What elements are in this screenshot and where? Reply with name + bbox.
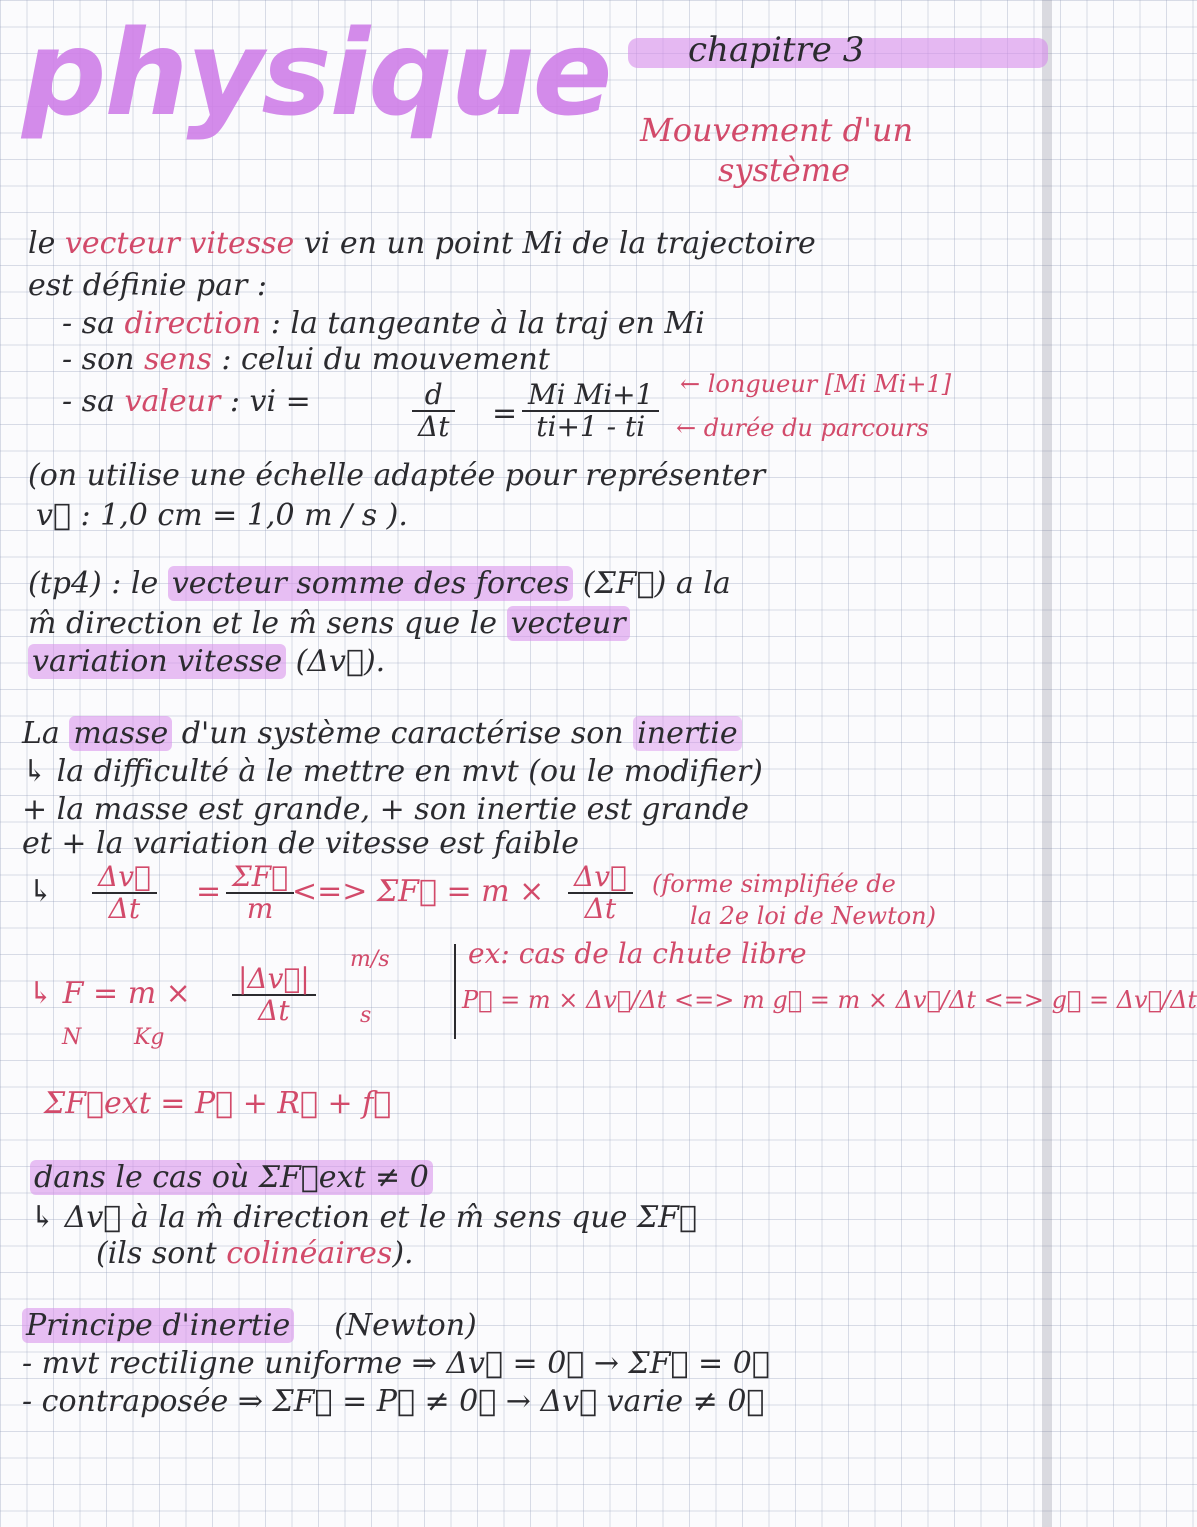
inertia-title: Principe d'inertie (Newton)	[22, 1308, 477, 1344]
note-duree: ← durée du parcours	[676, 414, 929, 442]
inertia-line-1: - mvt rectiligne uniforme ⇒ Δv⃗ = 0⃗ → ΣF⃗ = 0⃗	[22, 1346, 770, 1381]
mass-line-2: ↳ la difficulté à le mettre en mvt (ou le modifier)	[22, 754, 763, 789]
tp4-line-3: variation vitesse (Δv⃗).	[28, 644, 385, 680]
sum-external-forces: ΣF⃗ext = P⃗ + R⃗ + f⃗	[44, 1086, 392, 1121]
velocity-fraction-2: $\frac{\text{Mi Mi+1}}{ti+1 - ti}$	[522, 380, 659, 442]
inertia-line-2: - contraposée ⇒ ΣF⃗ = P⃗ ≠ 0⃗ → Δv⃗ varie ≠ 0⃗	[22, 1384, 765, 1419]
page-edge-shadow	[1042, 0, 1052, 1527]
force-frac: $\frac{|\Delta v⃗|}{\Delta t}$	[232, 964, 316, 1026]
mass-line-3: + la masse est grande, + son inertie est grande	[22, 792, 750, 827]
newton-eq: =	[196, 874, 222, 909]
case-line-2: ↳ Δv⃗ à la m̂ direction et le m̂ sens que ΣF⃗	[30, 1200, 697, 1235]
newton-frac-f-m: $\frac{\Sigma F⃗}{m}$	[226, 862, 294, 924]
velocity-direction: - sa direction : la tangeante à la traj en Mi	[62, 306, 705, 341]
velocity-equals: =	[492, 396, 518, 431]
unit-s: s	[360, 1003, 372, 1028]
newton-frac-dv-dt: $\frac{\Delta v⃗}{\Delta t}$	[92, 862, 157, 924]
unit-n: N	[62, 1025, 82, 1050]
free-fall-title: ex: cas de la chute libre	[468, 937, 807, 970]
newton-note-1: (forme simplifiée de	[652, 870, 896, 898]
force-line: ↳ F = m ×	[28, 976, 191, 1011]
free-fall-equation: P⃗ = m × Δv⃗/Δt <=> m g⃗ = m × Δv⃗/Δt <=> g⃗ = Δv⃗/Δt	[462, 986, 1197, 1014]
case-line-3: (ils sont colinéaires).	[96, 1236, 414, 1271]
newton-arrow: ↳	[28, 874, 54, 909]
note-longueur: ← longueur [Mi Mi+1]	[680, 370, 952, 398]
velocity-valeur: - sa valeur : vi =	[62, 384, 311, 419]
tp4-line-2: m̂ direction et le m̂ sens que le vecteur	[28, 606, 630, 642]
velocity-line-1: le vecteur vitesse vi en un point Mi de la trajectoire	[28, 226, 816, 261]
tp4-line-1: (tp4) : le vecteur somme des forces (ΣF⃗) a la	[28, 566, 731, 601]
mass-line-4: et + la variation de vitesse est faible	[22, 826, 580, 861]
scale-line-1: (on utilise une échelle adaptée pour représenter	[28, 458, 766, 493]
chapter-label: chapitre 3	[688, 30, 865, 70]
scale-line-2: v⃗ : 1,0 cm = 1,0 m / s ).	[36, 498, 408, 533]
velocity-fraction-1: $\frac{d}{\Delta t}$	[412, 380, 455, 442]
velocity-sens: - son sens : celui du mouvement	[62, 342, 550, 377]
newton-frac-dv-dt-2: $\frac{\Delta v⃗}{\Delta t}$	[568, 862, 633, 924]
newton-equiv: <=> ΣF⃗ = m ×	[292, 874, 545, 909]
newton-note-2: la 2e loi de Newton)	[690, 902, 936, 930]
case-line-1: dans le cas où ΣF⃗ext ≠ 0	[30, 1160, 433, 1196]
unit-ms: m/s	[350, 947, 390, 972]
mass-line-1: La masse d'un système caractérise son inertie	[22, 716, 742, 752]
chapter-subtitle-line1: Mouvement d'un	[640, 111, 914, 149]
page-title: physique	[22, 4, 611, 142]
chapter-subtitle-line2: système	[718, 151, 850, 189]
column-divider	[454, 944, 456, 1039]
unit-kg: Kg	[134, 1025, 165, 1050]
velocity-line-2: est définie par :	[28, 268, 267, 303]
